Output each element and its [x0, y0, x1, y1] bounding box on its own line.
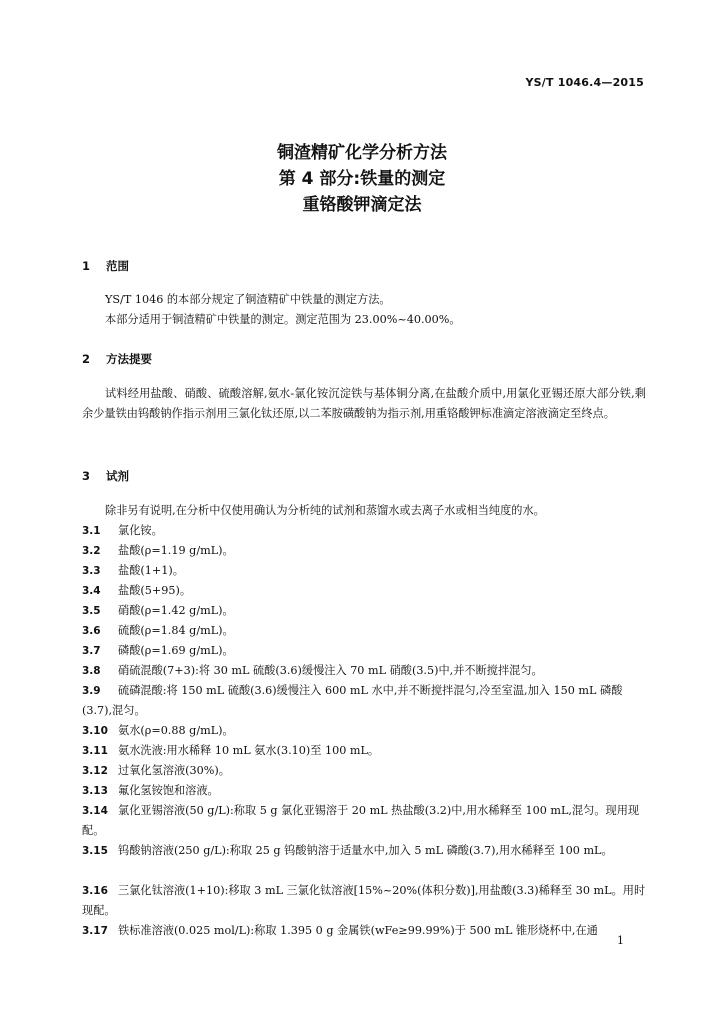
standard-code: YS/T 1046.4—2015 [525, 76, 644, 89]
section-heading-principle [82, 351, 152, 367]
reagent-item: 3.1 氯化铵。 [82, 524, 163, 537]
title-line-1: 铜渣精矿化学分析方法 [277, 143, 447, 163]
section-number: 1 [82, 259, 91, 273]
principle-paragraph: 试料经用盐酸、硝酸、硫酸溶解,氨水-氯化铵沉淀铁与基体铜分离,在盐酸介质中,用氯化亚锡还原大部分铁,剩余少量铁由钨酸钠作指示剂用三氯化钛还原,以二苯胺磺酸钠为指示剂,用重铬酸钾标准滴定溶液滴定至终点。 [82, 387, 646, 420]
reagent-item: 3.17 铁标准溶液(0.025 mol/L):称取 1.395 0 g 金属铁(wFe≥99.99%)于 500 mL 锥形烧杯中,在通 [82, 924, 598, 937]
section-title: 范围 [106, 259, 130, 273]
section-number: 3 [82, 469, 91, 483]
reagent-item: 3.2 盐酸(ρ=1.19 g/mL)。 [82, 544, 234, 557]
reagent-item: 3.15 钨酸钠溶液(250 g/L):称取 25 g 钨酸钠溶于适量水中,加入 5 mL 磷酸(3.7),用水稀释至 100 mL。 [82, 844, 613, 857]
title-block [0, 140, 724, 218]
section-heading-scope [82, 258, 129, 274]
reagent-item: 3.10 氨水(ρ=0.88 g/mL)。 [82, 724, 234, 737]
reagent-item: 3.12 过氧化氢溶液(30%)。 [82, 764, 230, 777]
reagent-item: 3.7 磷酸(ρ=1.69 g/mL)。 [82, 644, 234, 657]
scope-paragraph-2: 本部分适用于铜渣精矿中铁量的测定。测定范围为 23.00%~40.00%。 [105, 313, 461, 326]
page-number: 1 [617, 934, 624, 947]
title-line-3: 重铬酸钾滴定法 [302, 195, 422, 215]
section-number: 2 [82, 352, 91, 366]
reagent-item: 3.11 氨水洗液:用水稀释 10 mL 氨水(3.10)至 100 mL。 [82, 744, 380, 757]
section-title: 方法提要 [106, 352, 153, 366]
reagent-item: 3.3 盐酸(1+1)。 [82, 564, 184, 577]
reagent-item: 3.13 氟化氢铵饱和溶液。 [82, 784, 219, 797]
reagents-intro: 除非另有说明,在分析中仅使用确认为分析纯的试剂和蒸馏水或去离子水或相当纯度的水。 [105, 504, 545, 517]
reagent-item: 3.9 硫磷混酸:将 150 mL 硫酸(3.6)缓慢注入 600 mL 水中,并不断搅拌混匀,冷至室温,加入 150 mL 磷酸(3.7),混匀。 [82, 684, 623, 717]
title-line-2: 第 4 部分:铁量的测定 [278, 169, 446, 189]
reagent-item: 3.6 硫酸(ρ=1.84 g/mL)。 [82, 624, 234, 637]
reagent-item: 3.4 盐酸(5+95)。 [82, 584, 192, 597]
section-heading-reagents [82, 468, 129, 484]
scope-paragraph-1: YS/T 1046 的本部分规定了铜渣精矿中铁量的测定方法。 [105, 293, 391, 306]
reagent-item: 3.16 三氯化钛溶液(1+10):移取 3 mL 三氯化钛溶液[15%~20%(体积分数)],用盐酸(3.3)稀释至 30 mL。用时现配。 [82, 884, 646, 917]
reagent-item: 3.14 氯化亚锡溶液(50 g/L):称取 5 g 氯化亚锡溶于 20 mL 热盐酸(3.2)中,用水稀释至 100 mL,混匀。现用现配。 [82, 804, 640, 837]
reagent-item: 3.5 硝酸(ρ=1.42 g/mL)。 [82, 604, 234, 617]
reagent-item: 3.8 硝硫混酸(7+3):将 30 mL 硫酸(3.6)缓慢注入 70 mL 硝酸(3.5)中,并不断搅拌混匀。 [82, 664, 543, 677]
section-title: 试剂 [106, 469, 130, 483]
